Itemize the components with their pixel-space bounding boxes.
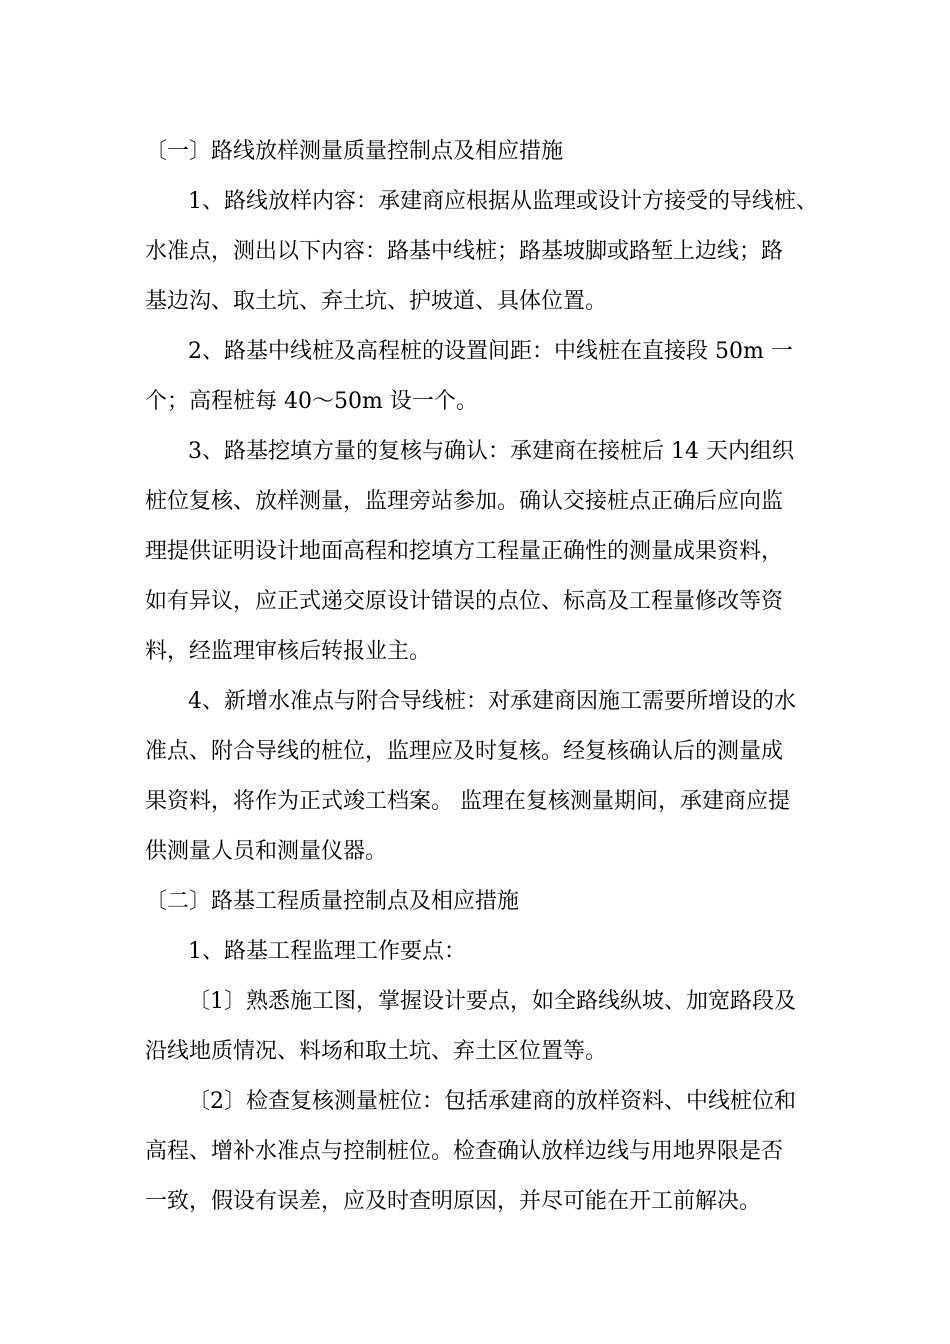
section1-item3-line3: 理提供证明设计地面高程和挖填方工程量正确性的测量成果资料， xyxy=(145,539,784,564)
section1-item1-line2: 水准点，测出以下内容：路基中线桩；路基坡脚或路堑上边线；路 xyxy=(145,239,784,264)
section1-item1-line1: 1、路线放样内容：承建商应根据从监理或设计方接受的导线桩、 xyxy=(188,189,818,214)
section1-item4-line1: 4、新增水准点与附合导线桩：对承建商因施工需要所增设的水 xyxy=(188,689,796,714)
section1-item4-line2: 准点、附合导线的桩位，监理应及时复核。经复核确认后的测量成 xyxy=(145,739,784,764)
section1-item3-line2: 桩位复核、放样测量，监理旁站参加。确认交接桩点正确后应向监 xyxy=(145,489,784,514)
section2-sub2-line3: 一致，假设有误差，应及时查明原因，并尽可能在开工前解决。 xyxy=(145,1189,762,1214)
section2-sub1-line2: 沿线地质情况、料场和取土坑、弃土区位置等。 xyxy=(145,1039,608,1064)
section1-item2-line1: 2、路基中线桩及高程桩的设置间距：中线桩在直接段 50m 一 xyxy=(188,339,793,364)
section1-item3-line4: 如有异议，应正式递交原设计错误的点位、标高及工程量修改等资 xyxy=(145,589,784,614)
section1-item4-line3: 果资料，将作为正式竣工档案。 监理在复核测量期间，承建商应提 xyxy=(145,789,790,814)
section1-item4-line4: 供测量人员和测量仪器。 xyxy=(145,839,388,864)
section2-heading: 〔二〕路基工程质量控制点及相应措施 xyxy=(145,889,520,914)
section1-item2-line2: 个；高程桩每 40～50m 设一个。 xyxy=(145,389,478,414)
section1-item3-line5: 料，经监理审核后转报业主。 xyxy=(145,639,432,664)
section2-sub2-line1: 〔2〕检查复核测量桩位：包括承建商的放样资料、中线桩位和 xyxy=(188,1089,796,1114)
section1-item3-line1: 3、路基挖填方量的复核与确认：承建商在接桩后 14 天内组织 xyxy=(188,439,794,464)
section2-item1-title: 1、路基工程监理工作要点： xyxy=(188,939,466,964)
section1-item1-line3: 基边沟、取土坑、弃土坑、护坡道、具体位置。 xyxy=(145,289,608,314)
section2-sub1-line1: 〔1〕熟悉施工图，掌握设计要点，如全路线纵坡、加宽路段及 xyxy=(188,989,796,1014)
section2-sub2-line2: 高程、增补水准点与控制桩位。检查确认放样边线与用地界限是否 xyxy=(145,1139,784,1164)
section1-heading: 〔一〕路线放样测量质量控制点及相应措施 xyxy=(145,139,564,164)
